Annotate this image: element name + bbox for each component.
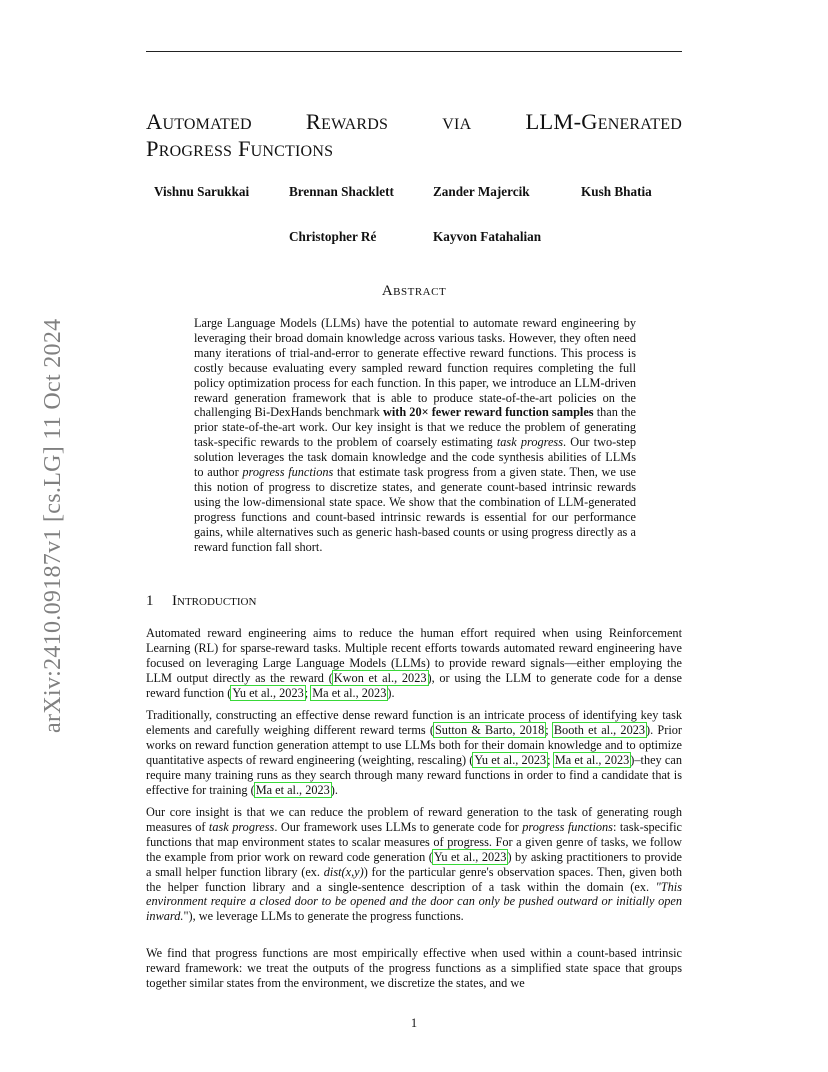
author-name: Christopher Ré [289,229,377,244]
citation-link[interactable]: Yu et al., 2023 [474,752,547,767]
title-line-2: Progress Functions [146,136,334,161]
title-word: via [442,109,472,134]
title-line-1 [146,108,682,135]
citation-link[interactable]: Sutton & Barto, 2018 [434,722,545,737]
citation-link[interactable]: Ma et al., 2023 [312,685,387,700]
top-rule [146,51,682,52]
intro-paragraph-2: Traditionally, constructing an effective dense reward function is an intricate process of identifying key task elements and carefully weighing different reward terms (Sutton & Barto, 2018; Booth et al., 2023). Prior works on reward function generation attempt to use LLMs both for their domain knowledge and to optimize quantitative aspects of reward engineering (weighting, rescaling) (Yu et al., 2023; Ma et al., 2023)–they can require many training runs as they search through many reward functions in order to find a candidate that is effective for training (Ma et al., 2023). [146,708,682,797]
citation-link[interactable]: Ma et al., 2023 [554,752,630,767]
section-title: Introduction [172,593,257,609]
intro-paragraph-1: Automated reward engineering aims to reduce the human effort required when using Reinforcement Learning (RL) for sparse-reward tasks. Multiple recent efforts towards automated reward engineering have focused on leveraging Large Language Models (LLMs) to provide reward signals—either employing the LLM output directly as the reward (Kwon et al., 2023), or using the LLM to generate code for a dense reward function (Yu et al., 2023; Ma et al., 2023). [146,626,682,700]
citation-link[interactable]: Booth et al., 2023 [553,722,646,737]
title-word: LLM-Generated [525,109,682,134]
author-name: Vishnu Sarukkai [154,184,250,199]
section-heading [146,593,682,610]
citation-link[interactable]: Yu et al., 2023 [232,685,304,700]
author-name: Kayvon Fatahalian [433,229,542,244]
abstract-heading: Abstract [381,283,447,299]
arxiv-side-label: arXiv:2410.09187v1 [cs.LG] 11 Oct 2024 [40,318,66,733]
citation-link[interactable]: Kwon et al., 2023 [333,670,427,685]
page-number: 1 [410,1016,418,1030]
paper-title [146,108,682,162]
title-word: Automated [146,109,252,134]
intro-paragraph-4: We find that progress functions are most empirically effective when used within a count-based intrinsic reward framework: we treat the outputs of the progress functions as a simplified state space that groups together similar states from the environment, we discretize the states, and we [146,946,682,990]
author-name: Zander Majercik [433,184,530,199]
abstract-bold-claim: with 20× fewer reward function samples [382,405,594,420]
intro-paragraph-3: Our core insight is that we can reduce the problem of reward generation to the task of generating rough measures of task progress. Our framework uses LLMs to generate code for progress functions: task-specific functions that map environment states to scalar measures of progress. For a given genre of tasks, we follow the example from prior work on reward code generation (Yu et al., 2023) by asking practitioners to provide a small helper function library (ex. dist(x,y)) for the particular genre's observation spaces. Then, given both the helper function library and a single-sentence description of a task within the domain (ex. "This environment require a closed door to be opened and the door can only be pushed outward or initially open inward."), we leverage LLMs to generate the progress functions. [146,805,682,924]
title-word: Rewards [305,109,389,134]
citation-link[interactable]: Ma et al., 2023 [255,782,330,797]
citation-link[interactable]: Yu et al., 2023 [433,849,507,864]
author-name: Kush Bhatia [581,184,652,199]
abstract-body: Large Language Models (LLMs) have the potential to automate reward engineering by leveraging their broad domain knowledge across various tasks. However, they often need many iterations of trial-and-error to generate effective reward functions. This process is costly because evaluating every sampled reward function requires completing the full policy optimization process for each function. In this paper, we introduce an LLM-driven reward generation framework that is able to produce state-of-the-art policies on the challenging Bi-DexHands benchmark with 20× fewer reward function samples than the prior state-of-the-art work. Our key insight is that we reduce the problem of generating task-specific rewards to the problem of coarsely estimating task progress. Our two-step solution leverages the task domain knowledge and the code synthesis abilities of LLMs to author progress functions that estimate task progress from a given state. Then, we use this notion of progress to discretize states, and generate count-based intrinsic rewards using the low-dimensional state space. We show that the combination of LLM-generated progress functions and count-based intrinsic rewards is essential for our performance gains, while alternatives such as generic hash-based counts or using progress directly as a reward function fall short. [194,316,637,554]
author-name: Brennan Shacklett [289,184,394,199]
section-number: 1 [146,593,154,609]
